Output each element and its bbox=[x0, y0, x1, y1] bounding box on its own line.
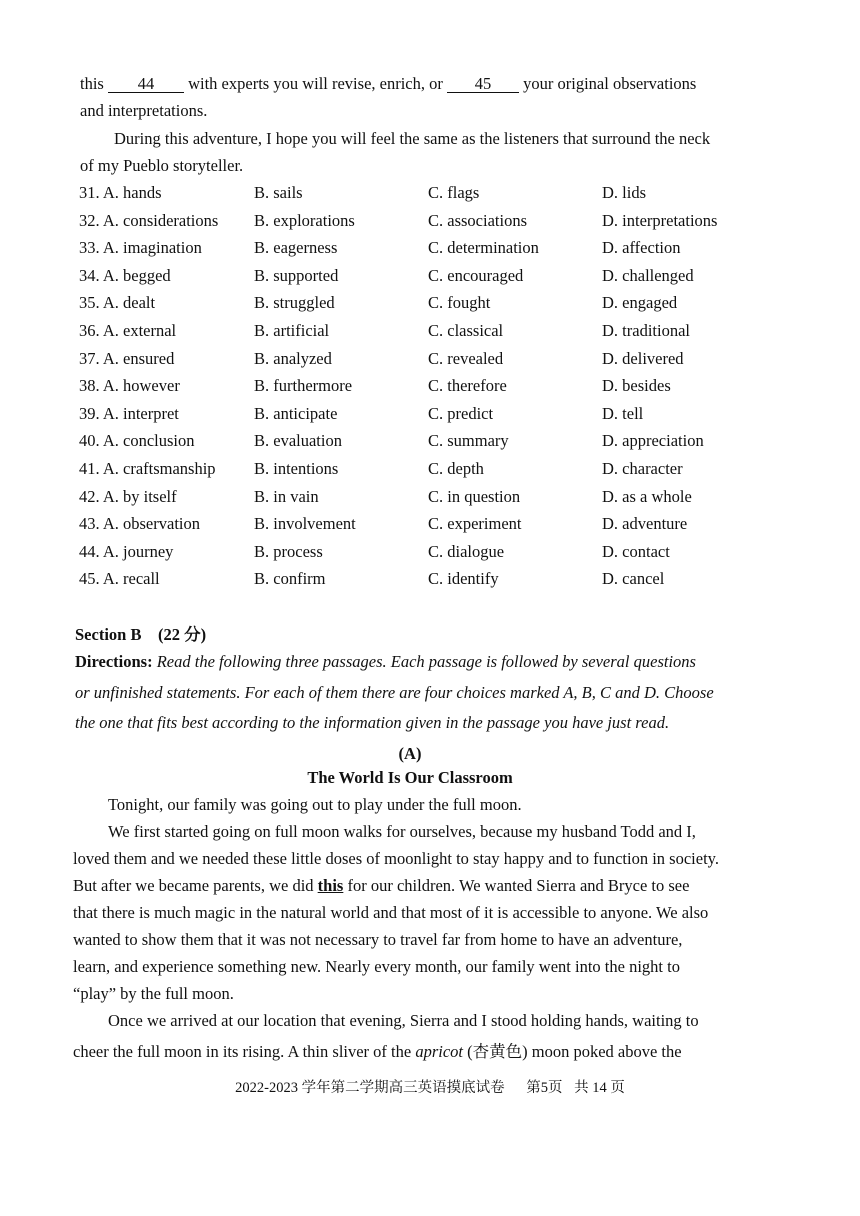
option-c: C. experiment bbox=[428, 514, 522, 534]
text-segment: But after we became parents, we did bbox=[73, 876, 314, 895]
section-heading: Section B (22 分) bbox=[75, 625, 207, 644]
chinese-gloss: (杏黄色) bbox=[467, 1042, 528, 1061]
option-a: 40. A. conclusion bbox=[79, 431, 195, 451]
option-b: B. in vain bbox=[254, 486, 319, 506]
directions-label: Directions: bbox=[75, 652, 153, 671]
option-b: B. evaluation bbox=[254, 431, 342, 451]
blank-44: 44 bbox=[108, 75, 184, 93]
option-b: B. confirm bbox=[254, 569, 326, 589]
option-b: B. furthermore bbox=[254, 376, 353, 396]
directions-line-2: or unfinished statements. For each of them there are four choices marked A, B, C and D. Choose bbox=[75, 683, 714, 702]
footer-exam-title: 2022-2023 学年第二学期高三英语摸底试卷 bbox=[235, 1080, 505, 1096]
option-a: 41. A. craftsmanship bbox=[79, 459, 216, 478]
option-a: 32. A. considerations bbox=[79, 210, 219, 230]
directions-line-1 bbox=[75, 652, 696, 672]
option-c: C. revealed bbox=[428, 348, 504, 368]
option-b: B. analyzed bbox=[254, 348, 332, 368]
option-a: 34. A. begged bbox=[79, 265, 171, 285]
option-d: D. besides bbox=[602, 376, 671, 396]
option-b: B. process bbox=[254, 541, 323, 561]
option-c: C. associations bbox=[428, 210, 527, 230]
passage-a-line: We first started going on full moon walks for ourselves, because my husband Todd and I, bbox=[108, 822, 696, 841]
text-segment: cheer the full moon in its rising. A thin sliver of the bbox=[73, 1042, 412, 1061]
passage-line-2: and interpretations. bbox=[80, 101, 208, 120]
option-d: D. interpretations bbox=[602, 210, 718, 230]
option-a: 33. A. imagination bbox=[79, 238, 202, 258]
option-c: C. encouraged bbox=[428, 265, 524, 285]
directions-line-3: the one that fits best according to the information given in the passage you have just read. bbox=[75, 713, 670, 732]
option-a: 43. A. observation bbox=[79, 514, 200, 534]
option-a: 37. A. ensured bbox=[79, 348, 175, 368]
option-a: 42. A. by itself bbox=[79, 486, 177, 506]
option-c: C. identify bbox=[428, 569, 499, 589]
option-a: 36. A. external bbox=[79, 321, 177, 340]
passage-title: The World Is Our Classroom bbox=[307, 768, 513, 787]
option-c: C. predict bbox=[428, 403, 494, 423]
text-segment: your original observations bbox=[523, 74, 697, 93]
blank-45: 45 bbox=[447, 75, 519, 93]
option-d: D. adventure bbox=[602, 514, 688, 534]
page-footer bbox=[0, 1076, 860, 1097]
footer-total-pages: 共 14 页 bbox=[574, 1080, 625, 1096]
option-b: B. explorations bbox=[254, 210, 355, 230]
text-segment: moon poked above the bbox=[531, 1042, 682, 1061]
text-segment: this bbox=[80, 74, 104, 93]
option-c: C. flags bbox=[428, 183, 480, 202]
option-c: C. summary bbox=[428, 431, 509, 451]
passage-a-line: wanted to show them that it was not necessary to travel far from home to have an adventure, bbox=[73, 930, 683, 949]
directions-text: Read the following three passages. Each passage is followed by several questions bbox=[156, 652, 696, 671]
option-c: C. in question bbox=[428, 486, 521, 506]
footer-page-number: 第5页 bbox=[526, 1080, 563, 1096]
option-d: D. tell bbox=[602, 403, 644, 423]
option-d: D. engaged bbox=[602, 293, 678, 313]
option-d: D. cancel bbox=[602, 569, 665, 589]
passage-label: (A) bbox=[398, 744, 422, 763]
option-c: C. dialogue bbox=[428, 541, 505, 561]
option-d: D. appreciation bbox=[602, 431, 704, 451]
text-segment: with experts you will revise, enrich, or bbox=[188, 74, 443, 93]
passage-a-line bbox=[73, 876, 689, 896]
option-a: 35. A. dealt bbox=[79, 293, 156, 313]
passage-line-3: During this adventure, I hope you will feel the same as the listeners that surround the neck bbox=[114, 129, 711, 148]
option-a: 31. A. hands bbox=[79, 183, 162, 202]
option-b: B. supported bbox=[254, 265, 339, 285]
option-b: B. eagerness bbox=[254, 238, 338, 258]
passage-a-line: learn, and experience something new. Nearly every month, our family went into the night to bbox=[73, 957, 680, 976]
passage-a-line: “play” by the full moon. bbox=[73, 984, 234, 1003]
option-d: D. challenged bbox=[602, 265, 694, 285]
option-d: D. delivered bbox=[602, 348, 684, 368]
passage-a-line: loved them and we needed these little doses of moonlight to stay happy and to function in society. bbox=[73, 849, 719, 868]
option-a: 45. A. recall bbox=[79, 569, 160, 589]
option-a: 44. A. journey bbox=[79, 541, 174, 561]
option-d: D. affection bbox=[602, 238, 681, 258]
option-d: D. lids bbox=[602, 183, 647, 202]
text-segment: for our children. We wanted Sierra and Bryce to see bbox=[347, 876, 690, 895]
passage-line-1 bbox=[80, 74, 696, 94]
option-b: B. involvement bbox=[254, 514, 356, 534]
option-b: B. struggled bbox=[254, 293, 335, 313]
option-a: 39. A. interpret bbox=[79, 403, 179, 423]
passage-line-4: of my Pueblo storyteller. bbox=[80, 156, 244, 175]
option-b: B. sails bbox=[254, 183, 303, 202]
option-c: C. therefore bbox=[428, 376, 507, 396]
option-d: D. as a whole bbox=[602, 486, 692, 506]
option-b: B. intentions bbox=[254, 459, 339, 478]
option-d: D. character bbox=[602, 459, 683, 478]
option-d: D. contact bbox=[602, 541, 670, 561]
passage-a-line: Once we arrived at our location that evening, Sierra and I stood holding hands, waiting to bbox=[108, 1011, 699, 1030]
option-a: 38. A. however bbox=[79, 376, 180, 396]
option-d: D. traditional bbox=[602, 321, 690, 340]
option-c: C. classical bbox=[428, 321, 504, 340]
underlined-word: this bbox=[317, 876, 344, 895]
passage-a-line: Tonight, our family was going out to play under the full moon. bbox=[108, 795, 522, 814]
option-c: C. fought bbox=[428, 293, 491, 313]
option-c: C. determination bbox=[428, 238, 539, 258]
italic-word: apricot bbox=[415, 1042, 463, 1061]
option-b: B. anticipate bbox=[254, 403, 338, 423]
passage-a-line bbox=[73, 1038, 682, 1062]
passage-a-line: that there is much magic in the natural world and that most of it is accessible to anyone. We also bbox=[73, 903, 709, 922]
option-c: C. depth bbox=[428, 459, 484, 478]
option-b: B. artificial bbox=[254, 321, 330, 340]
